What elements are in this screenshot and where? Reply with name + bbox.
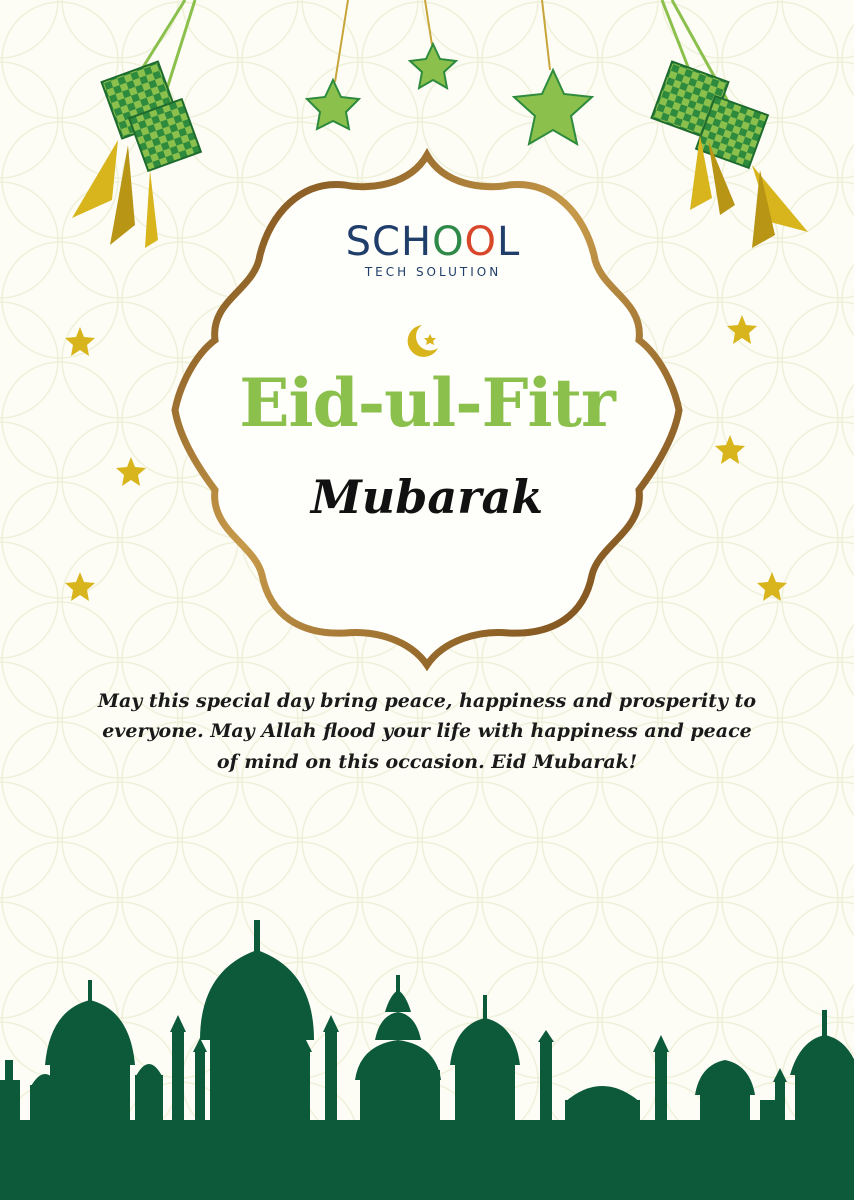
logo-tagline: TECH SOLUTION	[364, 265, 502, 279]
logo-letter: O	[432, 219, 465, 265]
greeting-title: Eid-ul-Fitr	[239, 364, 615, 442]
hanging-star-icon	[514, 0, 592, 144]
school-logo	[338, 219, 528, 279]
ketupat-ornament-icon	[72, 0, 201, 248]
hanging-star-icon	[410, 0, 456, 88]
greeting-subtitle: Mubarak	[310, 470, 544, 524]
logo-letter: L	[497, 219, 521, 265]
logo-letter: S	[345, 219, 373, 265]
greeting-message: May this special day bring peace, happiness and prosperity to everyone. May Allah flood your life with happiness and peace of mind on this occasion. Eid Mubarak!	[97, 690, 757, 773]
hanging-star-icon	[307, 0, 359, 129]
logo-letter: C	[372, 219, 401, 265]
logo-letter: O	[464, 219, 498, 265]
ketupat-ornament-icon	[652, 0, 808, 248]
logo-letter: H	[400, 219, 433, 265]
mosque-silhouette	[0, 890, 854, 1200]
logo-wordmark	[338, 219, 528, 265]
